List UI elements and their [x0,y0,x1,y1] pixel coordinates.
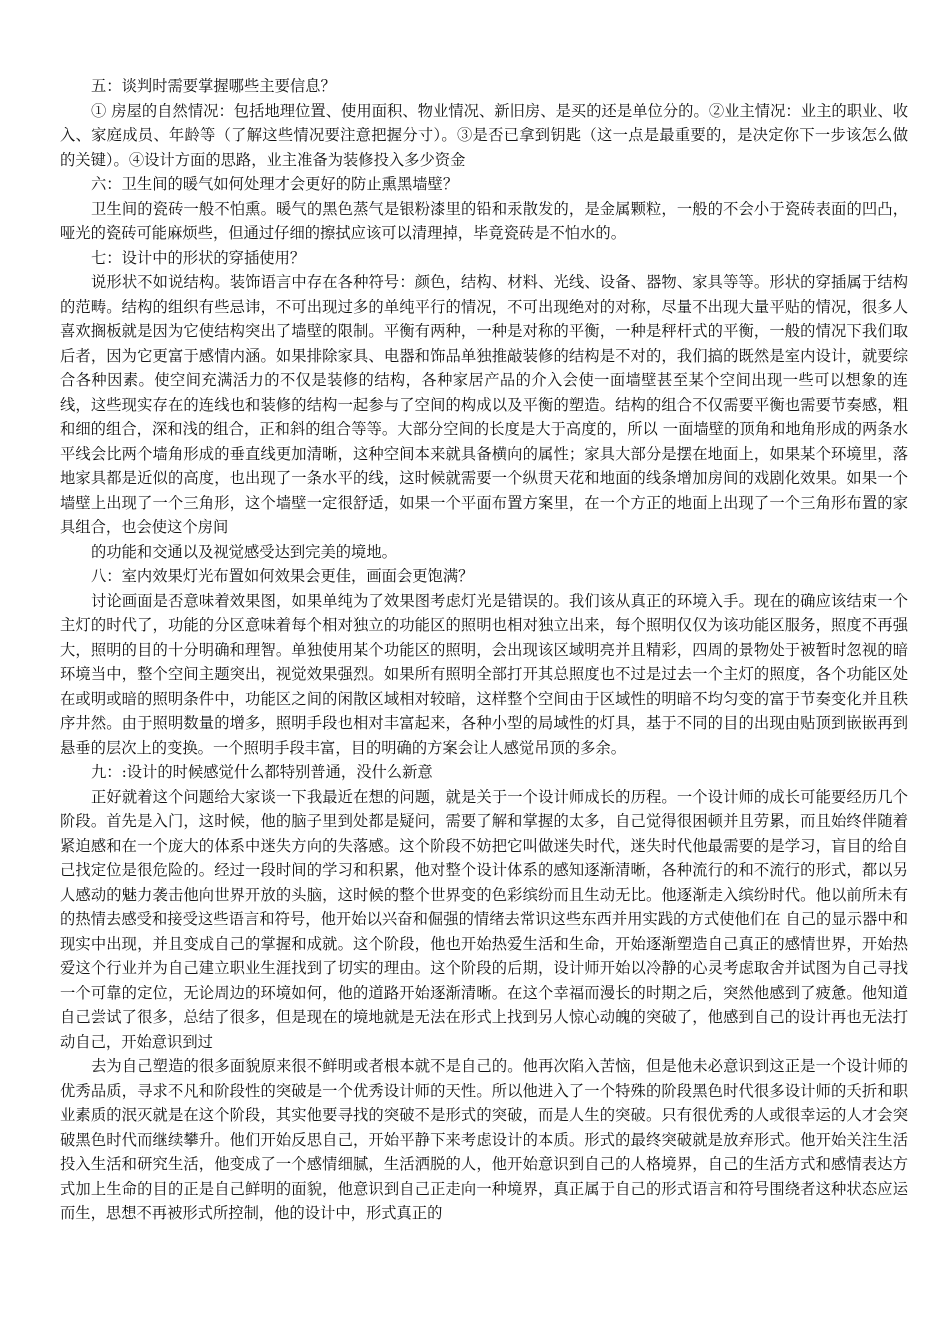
section-5-body: ① 房屋的自然情况：包括地理位置、使用面积、物业情况、新旧房、是买的还是单位分的。②业主情况：业主的职业、收入、家庭成员、年龄等（了解这些情况要注意把握分寸）。③是否已拿到钥匙（这一点是最重要的，是决定你下一步该怎么做的关键）。④设计方面的思路，业主准备为装修投入多少资金 [60,101,908,169]
section-7-body: 说形状不如说结构。装饰语言中存在各种符号：颜色，结构、材料、光线、设备、器物、家具等等。形状的穿插属于结构的范畴。结构的组织有些忌讳，不可出现过多的单纯平行的情况，不可出现绝对的对称，尽量不出现大量平贴的情况，很多人喜欢搁板就是因为它使结构突出了墙壁的限制。平衡有两种，一种是对称的平衡，一种是秤杆式的平衡，一般的情况下我们取后者，因为它更富于感情内涵。如果排除家具、电器和饰品单独推敲装修的结构是不对的，我们搞的既然是室内设计，就要综合各种因素。使空间充满活力的不仅是装修的结构，各种家居产品的介入会使一面墙壁甚至某个空间出现一些可以想象的连线，这些现实存在的连线也和装修的结构一起参与了空间的构成以及平衡的塑造。结构的组合不仅需要平衡也需要节奏感，粗和细的组合，深和浅的组合，正和斜的组合等等。大部分空间的长度是大于高度的，所以 一面墙壁的顶角和地角形成的两条水平线会比两个墙角形成的垂直线更加清晰，这种空间本来就具备横向的属性；家具大部分是摆在地面上，如果某个环境里，落地家具都是近似的高度，也出现了一条水平的线，这时候就需要一个纵贯天花和地面的线条增加房间的戏剧化效果。如果一个墙壁上出现了一个三角形，这个墙壁一定很舒适，如果一个平面布置方案里，在一个方正的地面上出现了一个三角形布置的家具组合，也会使这个房间 [60,273,908,536]
section-9-body: 正好就着这个问题给大家谈一下我最近在想的问题，就是关于一个设计师成长的历程。一个设计师的成长可能要经历几个阶段。首先是入门，这时候，他的脑子里到处都是疑问，需要了解和掌握的太多，自己觉得很困顿并且劳累，而且始终伴随着紧迫感和在一个庞大的体系中迷失方向的失落感。这个阶段不妨把它叫做迷失时代，迷失时代他最需要的是学习，盲目的给自己找定位是很危险的。经过一段时间的学习和积累，他对整个设计体系的感知逐渐清晰，各种流行的和不流行的形式，都以另人感动的魅力袭击他向世界开放的头脑，这时候的整个世界变的色彩缤纷而且生动无比。他逐渐走入缤纷时代。他以前所未有的热情去感受和接受这些语言和符号，他开始以兴奋和倔强的情绪去常识这些东西并用实践的方式使他们在 自己的显示器中和现实中出现，并且变成自己的掌握和成就。这个阶段，他也开始热爱生活和生命，开始逐渐塑造自己真正的感情世界，开始热爱这个行业并为自己建立职业生涯找到了切实的理由。这个阶段的后期，设计师开始以冷静的心灵考虑取舍并试图为自己寻找一个可靠的定位，无论周边的环境如何，他的道路开始逐渐清晰。在这个幸福而漫长的时期之后，突然他感到了疲惫。他知道自己尝试了很多，总结了很多，但是现在的境地就是无法在形式上找到另人惊心动魄的突破了，他感到自己的设计再也无法打动自己，开始意识到过 [60,787,908,1051]
document-page [60,74,908,1226]
section-9-body-continued: 去为自己塑造的很多面貌原来很不鲜明或者根本就不是自己的。他再次陷入苦恼，但是他未必意识到这正是一个设计师的优秀品质，寻求不凡和阶段性的突破是一个优秀设计师的天性。所以他进入了一个特殊的阶段黑色时代很多设计师的夭折和职业素质的泯灭就是在这个阶段，其实他要寻找的突破不是形式的突破，而是人生的突破。只有很优秀的人或很幸运的人才会突破黑色时代而继续攀升。他们开始反思自己，开始平静下来考虑设计的本质。形式的最终突破就是放弃形式。他开始关注生活投入生活和研究生活，他变成了一个感情细腻，生活洒脱的人，他开始意识到自己的人格境界，自己的生活方式和感情表达方式加上生命的目的正是自己鲜明的面貌，他意识到自己正走向一种境界，真正属于自己的形式语言和符号围绕者这种状态应运而生，思想不再被形式所控制，他的设计中，形式真正的 [60,1057,908,1222]
section-7-body-continued: 的功能和交通以及视觉感受达到完美的境地。 [91,542,397,561]
section-8-body: 讨论画面是否意味着效果图，如果单纯为了效果图考虑灯光是错误的。我们该从真正的环境入手。现在的确应该结束一个主灯的时代了，功能的分区意味着每个相对独立的功能区的照明也相对独立出来，每个照明仅仅为该功能区服务，照度不再强大，照明的目的十分明确和理智。单独使用某个功能区的照明，会出现该区域明亮并且精彩，四周的景物处于被暂时忽视的暗环境当中，整个空间主题突出，视觉效果强烈。如果所有照明全部打开其总照度也不过是过去一个主灯的照度，各个功能区处在或明或暗的照明条件中，功能区之间的闲散区域相对较暗，这样整个空间由于区域性的明暗不均匀变的富于节奏变化并且秩序井然。由于照明数量的增多，照明手段也相对丰富起来，各种小型的局域性的灯具，基于不同的目的出现由贴顶到嵌嵌再到悬垂的层次上的变换。一个照明手段丰富，目的明确的方案会让人感觉吊顶的多余。 [60,591,908,757]
section-6-heading: 六：卫生间的暖气如何处理才会更好的防止熏黑墙壁？ [91,175,459,193]
section-8-heading: 八：室内效果灯光布置如何效果会更佳，画面会更饱满？ [91,567,474,585]
section-6-body: 卫生间的瓷砖一般不怕熏。暖气的黑色蒸气是银粉漆里的铅和汞散发的，是金属颗粒，一般的不会小于瓷砖表面的凹凸，哑光的瓷砖可能麻烦些，但通过仔细的擦拭应该可以清理掉，毕竟瓷砖是不怕水的。 [60,199,908,242]
section-7-heading: 七：设计中的形状的穿插使用？ [91,248,306,267]
section-9-heading: 九：:设计的时候感觉什么都特别普通，没什么新意 [91,763,433,781]
section-5-heading: 五：谈判时需要掌握哪些主要信息？ [91,77,336,95]
